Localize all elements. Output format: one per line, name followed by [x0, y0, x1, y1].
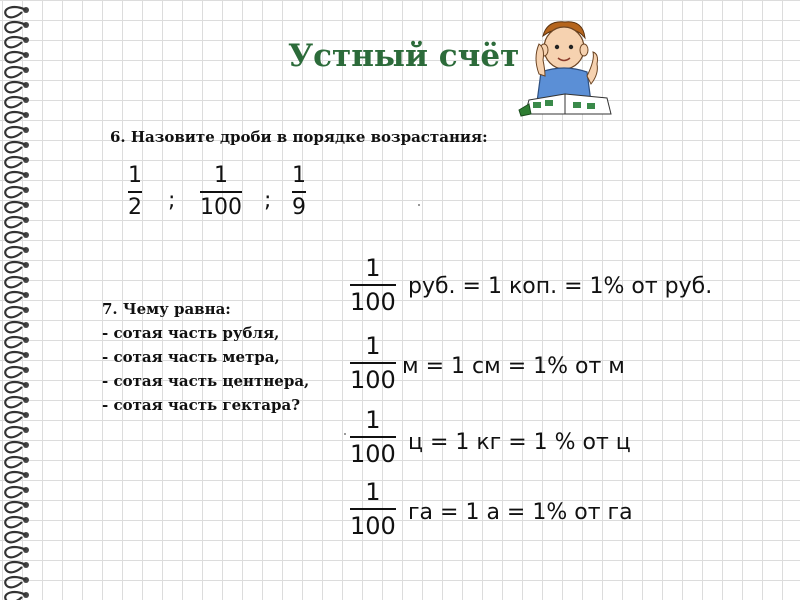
equation-fraction: 1 100 — [350, 332, 396, 394]
equation-ruble: руб. = 1 коп. = 1% от руб. — [408, 274, 713, 299]
question-7-title: 7. Чему равна: — [102, 300, 231, 318]
equation-fraction: 1 100 — [350, 478, 396, 540]
equation-hectare: га = 1 а = 1% от га — [408, 500, 633, 525]
equation-fraction: 1 100 — [350, 254, 396, 316]
separator: ; — [264, 188, 272, 213]
equation-meter: м = 1 см = 1% от м — [402, 354, 625, 379]
question-6-text: 6. Назовите дроби в порядке возрастания: — [110, 128, 488, 146]
fraction-1-2: 1 2 — [128, 163, 142, 220]
stray-dot — [418, 204, 420, 206]
stray-dot — [344, 433, 346, 435]
list-item: - сотая часть центнера, — [102, 372, 310, 390]
list-item: - сотая часть гектара? — [102, 396, 301, 414]
equation-fraction: 1 100 — [350, 406, 396, 468]
question-7 — [102, 297, 309, 417]
list-item: - сотая часть метра, — [102, 348, 280, 366]
list-item: - сотая часть рубля, — [102, 324, 280, 342]
fraction-1-100: 1 100 — [200, 163, 242, 220]
fraction-1-9: 1 9 — [292, 163, 306, 220]
notebook-spiral-icon — [0, 0, 40, 600]
separator: ; — [168, 188, 176, 213]
boy-reading-book-icon — [515, 14, 615, 118]
page-title: Устный счёт — [288, 38, 520, 74]
equation-centner: ц = 1 кг = 1 % от ц — [408, 430, 631, 455]
